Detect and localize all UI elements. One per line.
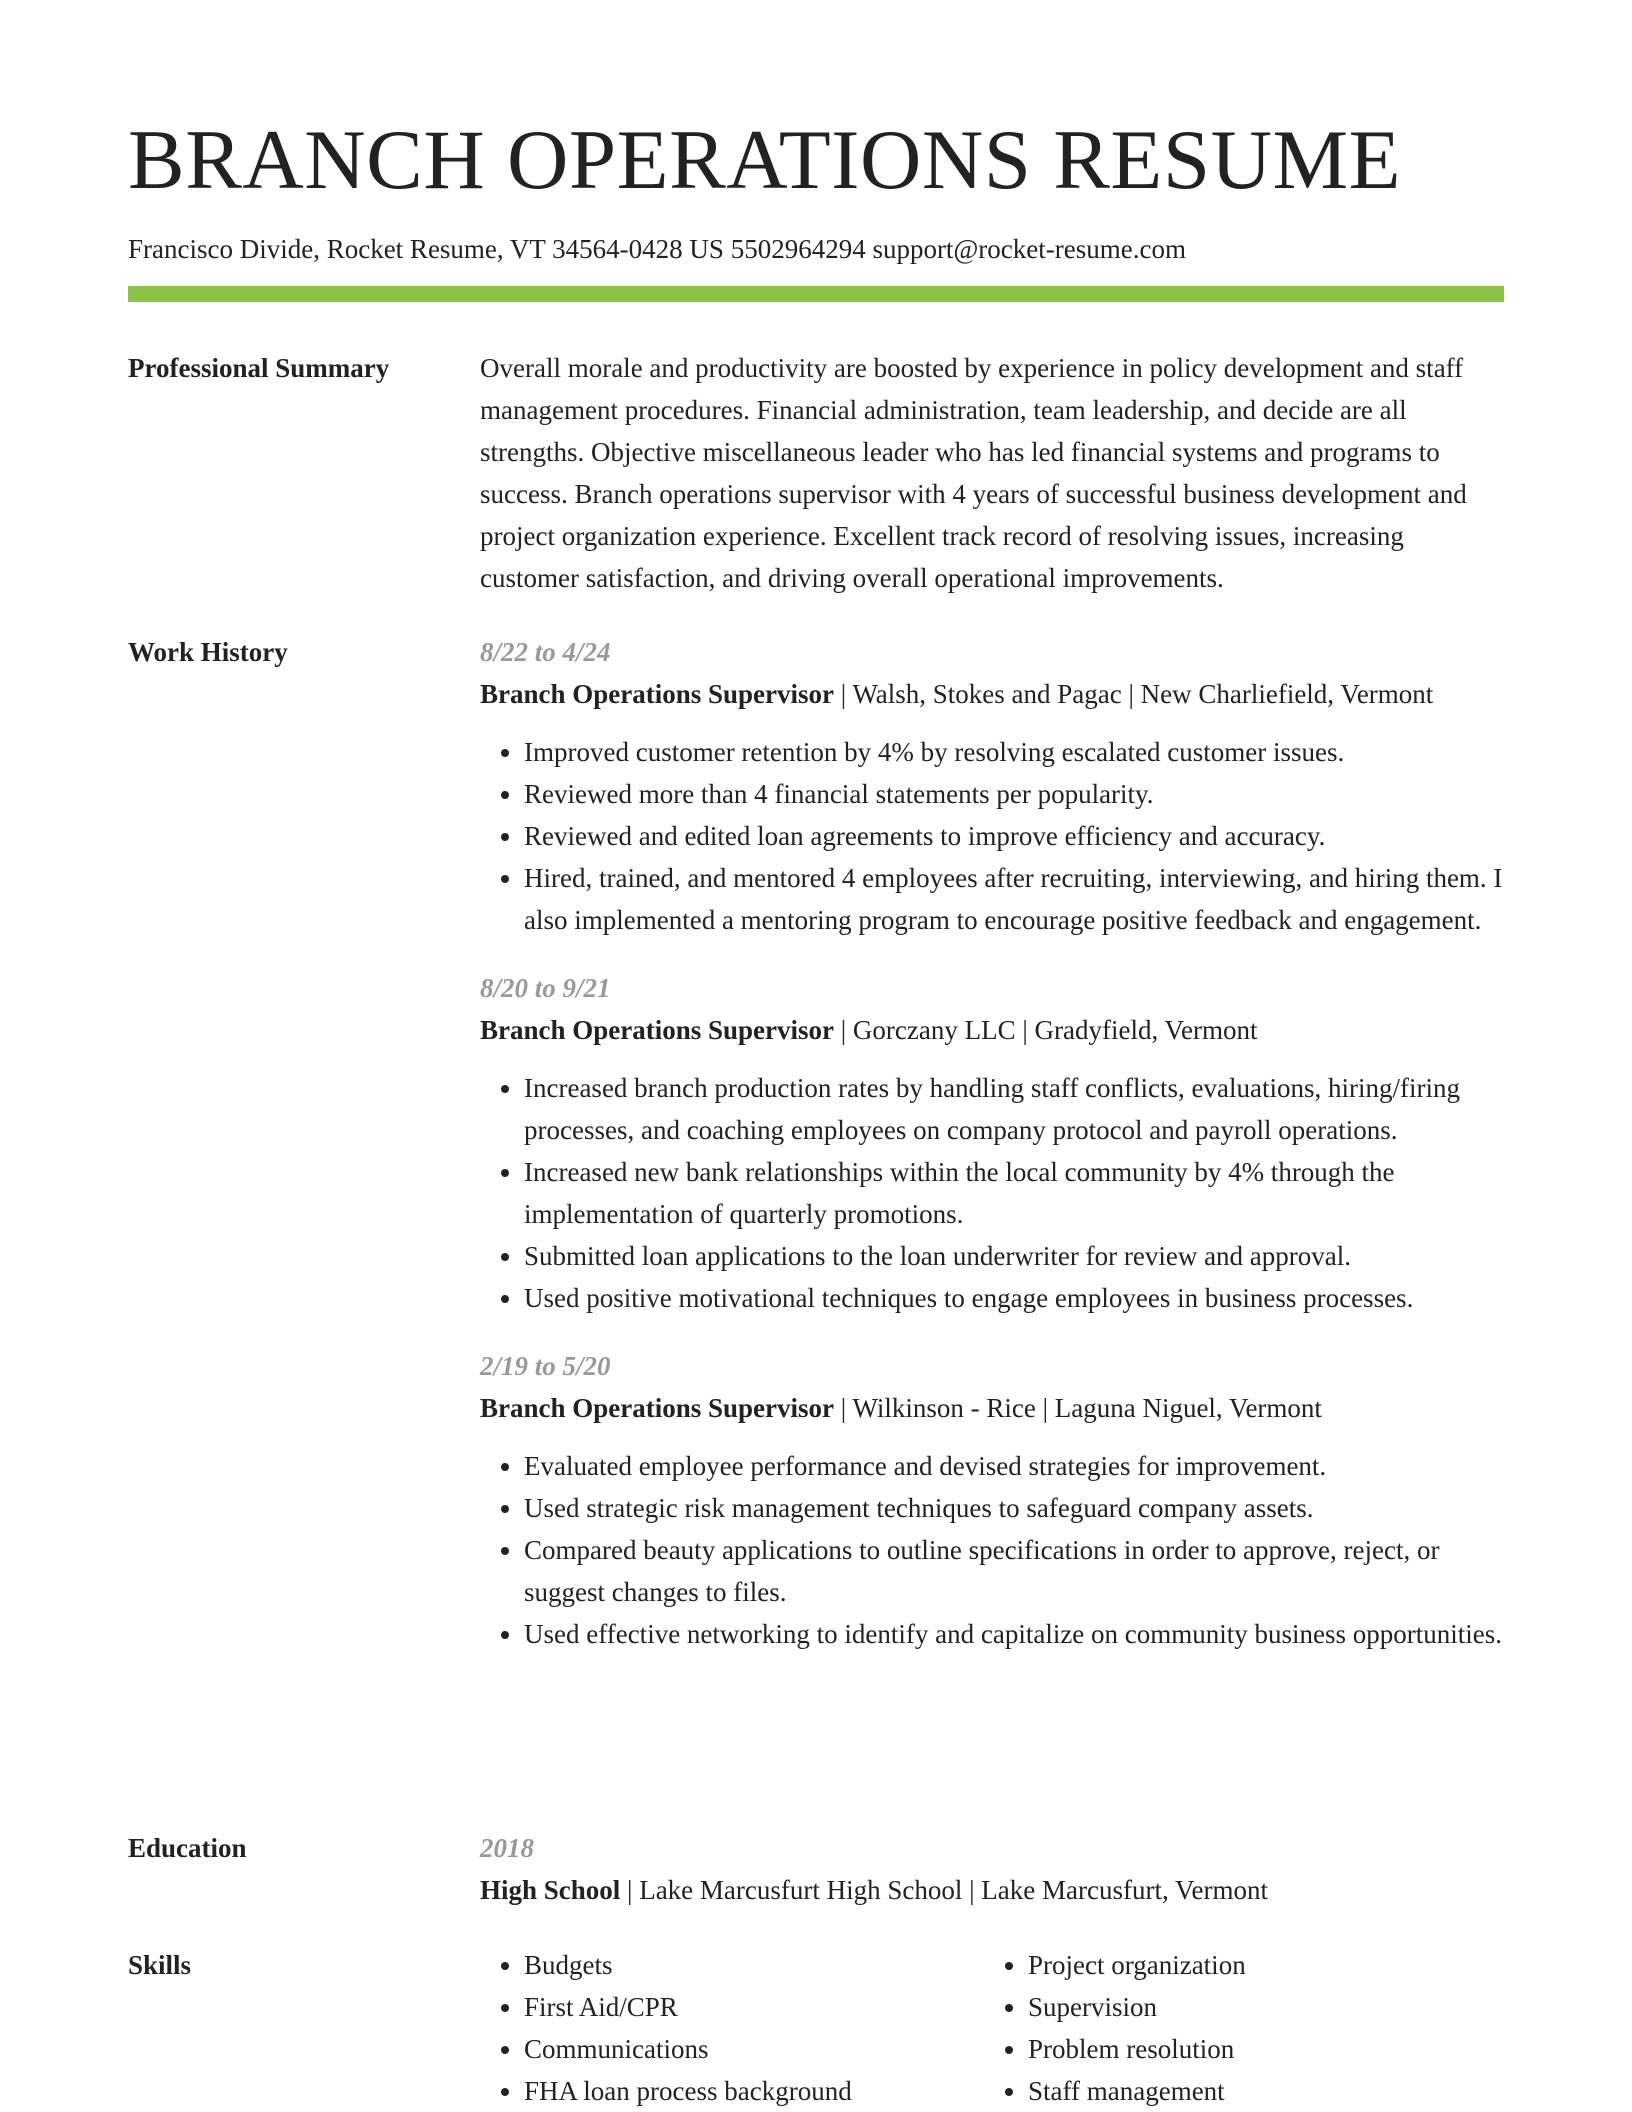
skill-item: • First Aid/CPR: [524, 1986, 984, 2028]
contact-line: Francisco Divide, Rocket Resume, VT 34564-0428 US 5502964294 support@rocket-resume.com: [128, 234, 1186, 264]
job-heading: [480, 1009, 1504, 1051]
job-heading: [480, 1387, 1504, 1429]
skill-item: • Problem resolution: [1028, 2028, 1488, 2070]
skill-item: • Budgets: [524, 1944, 984, 1986]
skills-columns: [480, 1944, 1504, 2112]
job-details: | Gorczany LLC | Gradyfield, Vermont: [834, 1015, 1258, 1045]
job-entry: [480, 967, 1504, 1319]
job-dates: 8/20 to 9/21: [480, 973, 611, 1003]
job-details: | Walsh, Stokes and Pagac | New Charliefield, Vermont: [834, 679, 1434, 709]
skills-body: [480, 1944, 1504, 2112]
work-history-body: [480, 631, 1504, 1655]
job-bullets: [480, 1445, 1504, 1655]
job-title: Branch Operations Supervisor: [480, 1393, 835, 1423]
education-details: | Lake Marcusfurt High School | Lake Marcusfurt, Vermont: [620, 1875, 1268, 1905]
job-bullet: • Evaluated employee performance and devised strategies for improvement.: [524, 1445, 1504, 1487]
job-dates: 2/19 to 5/20: [480, 1351, 611, 1381]
skills-label: Skills: [128, 1950, 192, 1980]
job-title: Branch Operations Supervisor: [480, 679, 835, 709]
skills-list-left: [480, 1944, 984, 2112]
job-bullet: • Reviewed and edited loan agreements to improve efficiency and accuracy.: [524, 815, 1504, 857]
header-divider: [128, 286, 1504, 302]
job-bullet: • Hired, trained, and mentored 4 employees after recruiting, interviewing, and hiring them. I also implemented a mentoring program to encourage positive feedback and engagement.: [524, 857, 1504, 941]
job-bullet: • Used strategic risk management techniques to safeguard company assets.: [524, 1487, 1504, 1529]
skill-item: • Communications: [524, 2028, 984, 2070]
skill-item: • FHA loan process background: [524, 2070, 984, 2112]
job-entry: [480, 1345, 1504, 1655]
education-heading: [480, 1869, 1504, 1911]
job-title: Branch Operations Supervisor: [480, 1015, 835, 1045]
job-bullet: • Compared beauty applications to outline specifications in order to approve, reject, or suggest changes to files.: [524, 1529, 1504, 1613]
job-bullet: • Increased branch production rates by handling staff conflicts, evaluations, hiring/firing processes, and coaching employees on company protocol and payroll operations.: [524, 1067, 1504, 1151]
job-heading: [480, 673, 1504, 715]
job-bullet: • Increased new bank relationships within the local community by 4% through the implementation of quarterly promotions.: [524, 1151, 1504, 1235]
education-degree: High School: [480, 1875, 621, 1905]
job-bullets: [480, 1067, 1504, 1319]
job-bullets: [480, 731, 1504, 941]
summary-label: Professional Summary: [128, 353, 390, 383]
education-label: Education: [128, 1833, 247, 1863]
job-bullet: • Submitted loan applications to the loan underwriter for review and approval.: [524, 1235, 1504, 1277]
job-details: | Wilkinson - Rice | Laguna Niguel, Vermont: [834, 1393, 1322, 1423]
skill-item: • Supervision: [1028, 1986, 1488, 2028]
job-bullet: • Used effective networking to identify and capitalize on community business opportunities.: [524, 1613, 1504, 1655]
job-dates: 8/22 to 4/24: [480, 637, 611, 667]
job-bullet: • Used positive motivational techniques to engage employees in business processes.: [524, 1277, 1504, 1319]
job-bullet: • Reviewed more than 4 financial statements per popularity.: [524, 773, 1504, 815]
summary-body: [480, 347, 1504, 599]
skill-item: • Project organization: [1028, 1944, 1488, 1986]
skills-list-right: [984, 1944, 1488, 2112]
education-year: 2018: [480, 1833, 534, 1863]
summary-text: Overall morale and productivity are boosted by experience in policy development and staff management procedures. Financial administration, team leadership, and decide are all strengths. Objective miscellaneous leader who has led financial systems and programs to success. Branch operations supervisor with 4 years of successful business development and project organization experience. Excellent track record of resolving issues, increasing customer satisfaction, and driving overall operational improvements.: [480, 353, 1467, 593]
work-history-label: Work History: [128, 637, 288, 667]
job-bullet: • Improved customer retention by 4% by resolving escalated customer issues.: [524, 731, 1504, 773]
job-entry: [480, 631, 1504, 941]
resume-title: BRANCH OPERATIONS RESUME: [128, 113, 1402, 207]
skill-item: • Staff management: [1028, 2070, 1488, 2112]
education-body: [480, 1827, 1504, 1911]
